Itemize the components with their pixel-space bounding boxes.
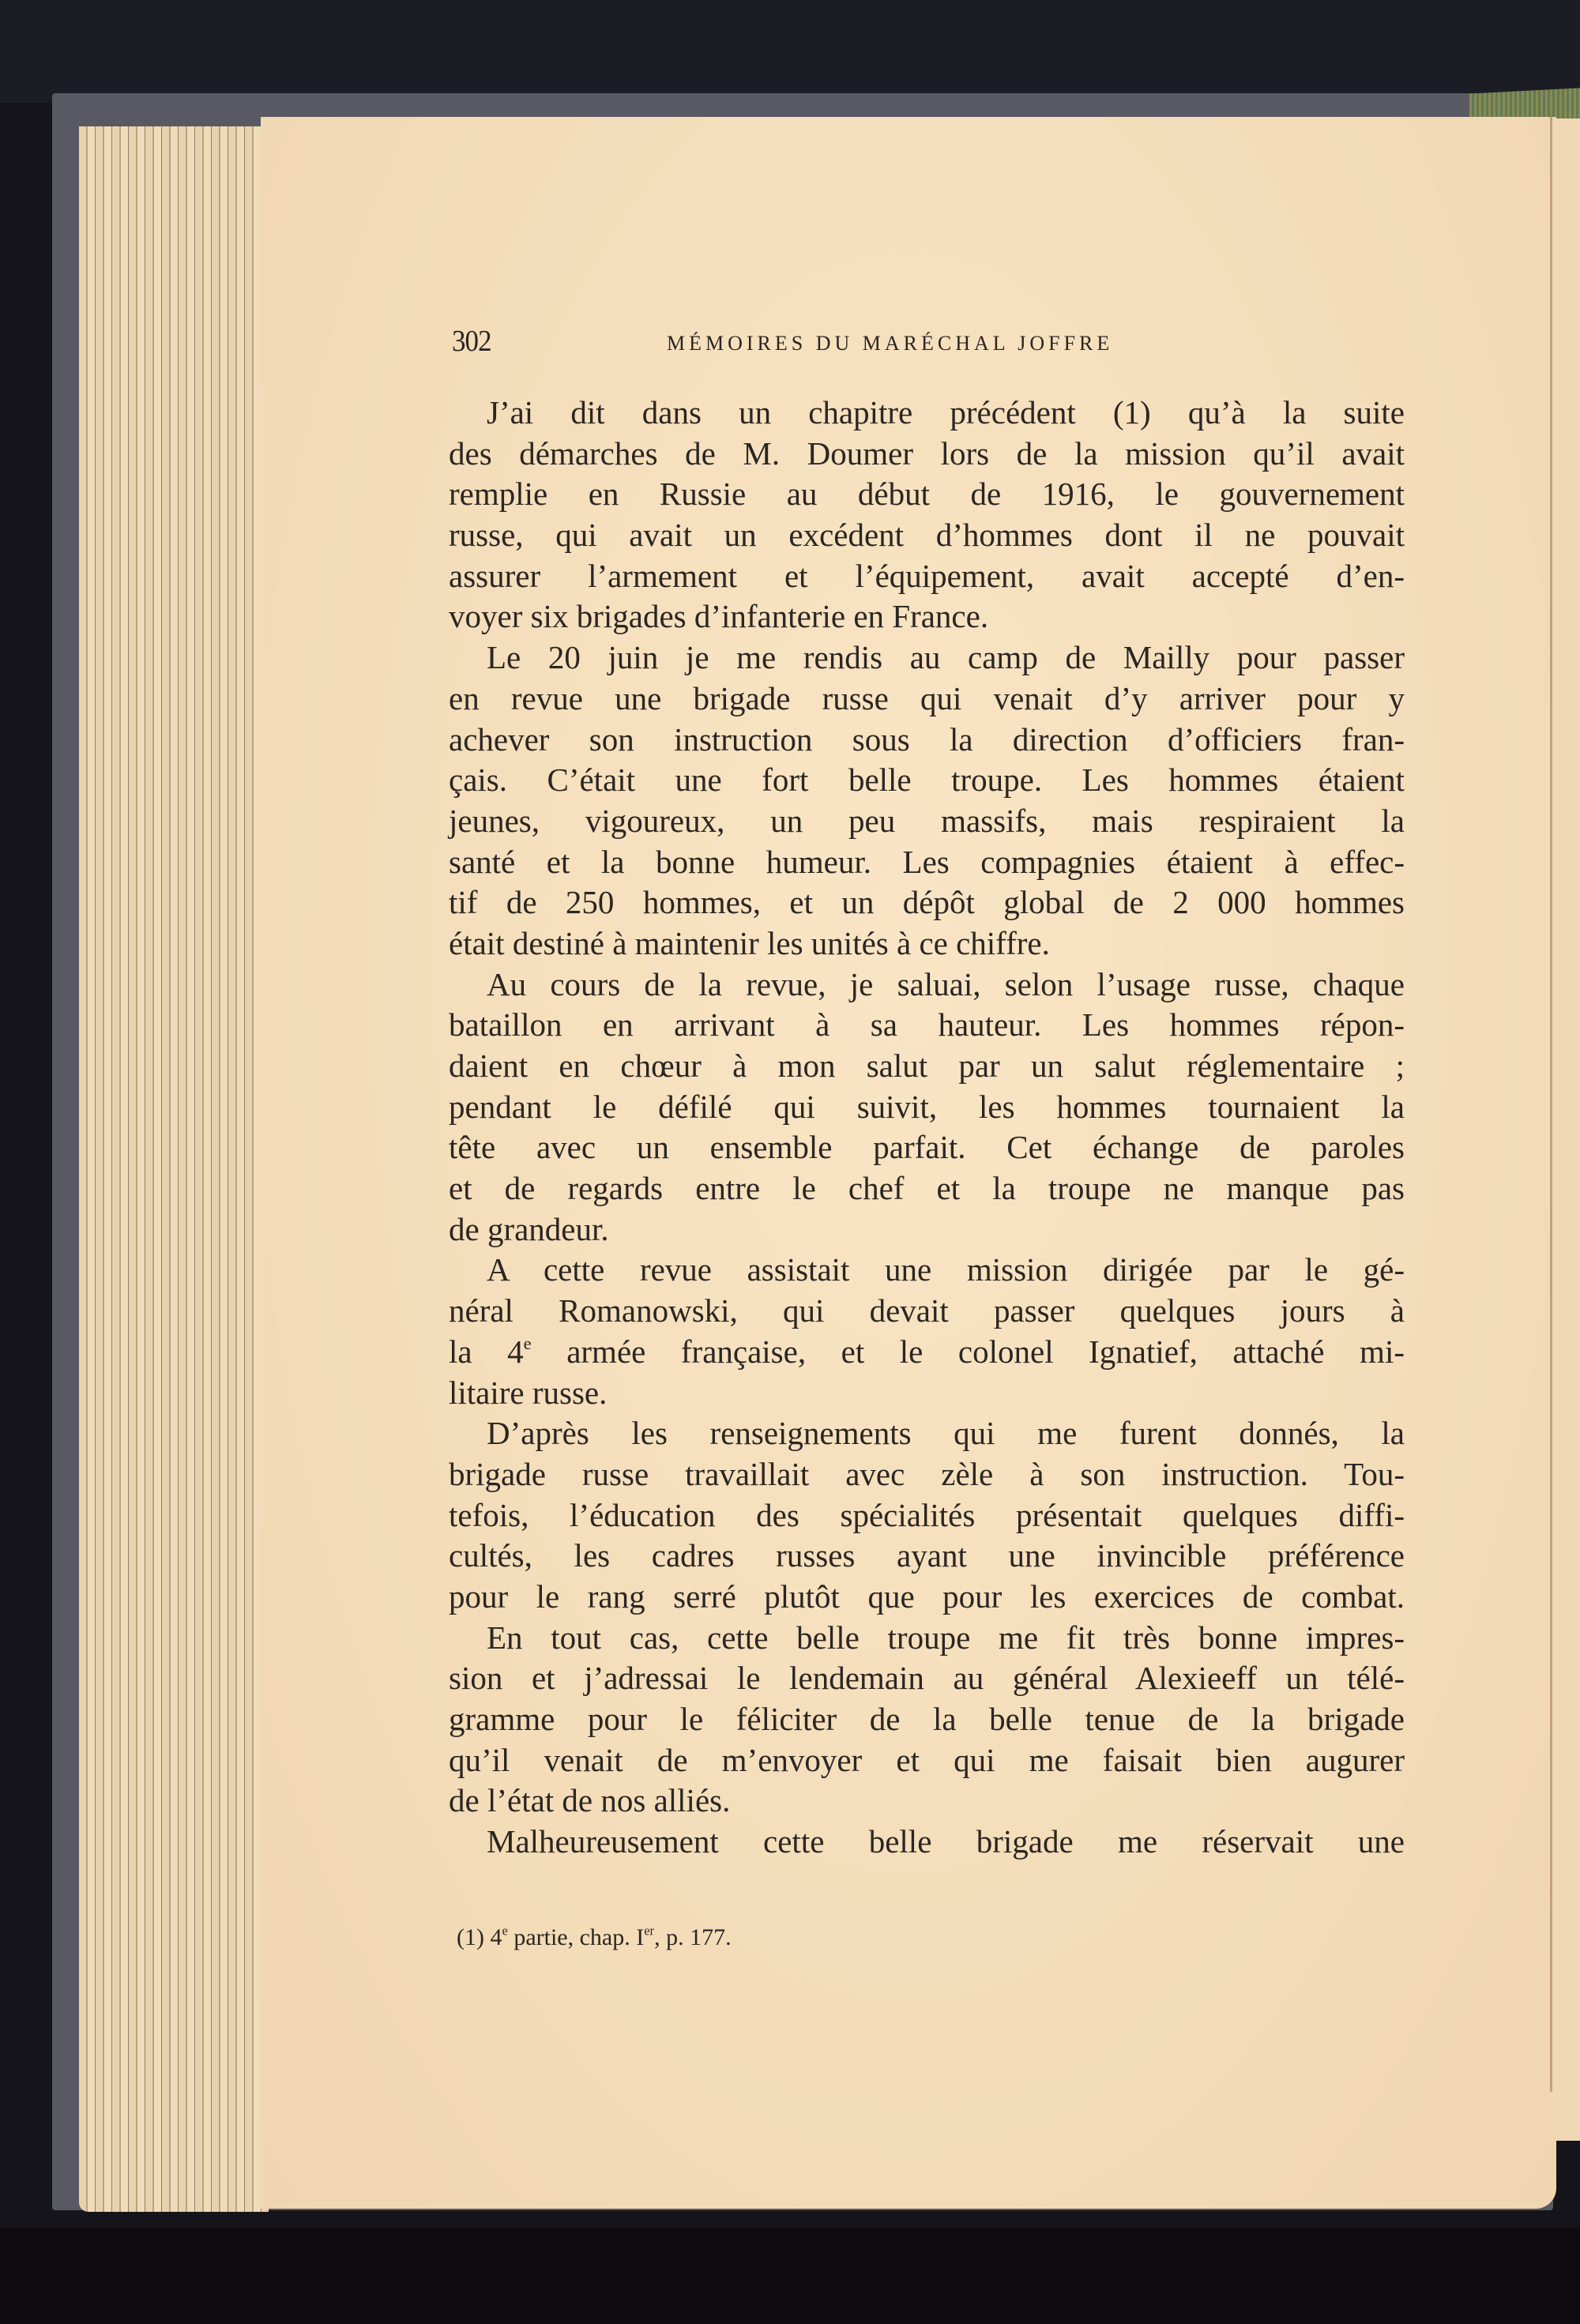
text-line: J’ai dit dans un chapitre précédent (1) qu’à la suite bbox=[487, 394, 1405, 431]
text-line: gramme pour le féliciter de la belle tenue de la brigade bbox=[449, 1701, 1405, 1737]
text-line-with-superscript bbox=[449, 1332, 1405, 1373]
text-line: tête avec un ensemble parfait. Cet échange de paroles bbox=[449, 1129, 1405, 1166]
text-line: pour le rang serré plutôt que pour les exercices de combat. bbox=[449, 1578, 1405, 1615]
text-line: Malheureusement cette belle brigade me réservait une bbox=[487, 1823, 1405, 1860]
text-line: était destiné à maintenir les unités à ce chiffre. bbox=[449, 924, 1050, 961]
text-line: cultés, les cadres russes ayant une invincible préférence bbox=[449, 1537, 1405, 1574]
superscript: e bbox=[523, 1333, 532, 1353]
superscript: e bbox=[502, 1923, 508, 1939]
text-line: bataillon en arrivant à sa hauteur. Les hommes répon- bbox=[449, 1006, 1405, 1044]
text-line: des démarches de M. Doumer lors de la mission qu’il avait bbox=[449, 434, 1405, 472]
text-line: daient en chœur à mon salut par un salut réglementaire ; bbox=[449, 1047, 1405, 1084]
text-line: Au cours de la revue, je saluai, selon l’usage russe, chaque bbox=[487, 965, 1405, 1002]
text-line: russe, qui avait un excédent d’hommes dont il ne pouvait bbox=[449, 517, 1405, 554]
text-line: tif de 250 hommes, et un dépôt global de 2 000 hommes bbox=[449, 884, 1405, 921]
text-line: achever son instruction sous la direction d’officiers fran- bbox=[449, 720, 1405, 758]
text-line: de l’état de nos alliés. bbox=[449, 1782, 731, 1819]
text-line: remplie en Russie au début de 1916, le gouvernement bbox=[449, 476, 1405, 513]
text-line: voyer six brigades d’infanterie en France. bbox=[449, 598, 989, 635]
text-line: Le 20 juin je me rendis au camp de Mailly pour passer bbox=[487, 639, 1405, 676]
text-line: litaire russe. bbox=[449, 1374, 608, 1411]
scan-background-bottom bbox=[0, 2228, 1580, 2324]
paragraph bbox=[449, 1413, 1405, 1617]
footnote-part: 4 bbox=[490, 1924, 502, 1950]
scan-background bbox=[0, 0, 1580, 103]
text-line: En tout cas, cette belle troupe me fit très bonne impres- bbox=[487, 1619, 1405, 1656]
paragraph bbox=[449, 637, 1405, 965]
body-text bbox=[449, 393, 1405, 1863]
page-number: 302 bbox=[452, 325, 491, 358]
running-head bbox=[452, 324, 1400, 363]
text-line: sion et j’adressai le lendemain au général Alexieeff un télé- bbox=[449, 1660, 1405, 1697]
text-line: jeunes, vigoureux, un peu massifs, mais respiraient la bbox=[449, 802, 1405, 839]
footnote-text: partie, chap. bbox=[507, 1924, 637, 1950]
footnote bbox=[457, 1922, 1168, 1954]
paragraph bbox=[449, 1822, 1405, 1863]
superscript: er bbox=[644, 1923, 655, 1939]
text-line: assurer l’armement et l’équipement, avait accepté d’en- bbox=[449, 557, 1405, 594]
text-line: de grandeur. bbox=[449, 1210, 609, 1247]
footnote-marker: (1) bbox=[457, 1924, 484, 1950]
text-line: brigade russe travaillait avec zèle à son instruction. Tou- bbox=[449, 1455, 1405, 1492]
text-line: et de regards entre le chef et la troupe ne manque pas bbox=[449, 1170, 1405, 1207]
page-stack-edges bbox=[79, 126, 269, 2212]
text-fragment: armée française, et le colonel Ignatief, attaché mi- bbox=[531, 1333, 1405, 1370]
footnote-chapter: I bbox=[636, 1924, 645, 1950]
paragraph bbox=[449, 1618, 1405, 1822]
text-line: en revue une brigade russe qui venait d’y arriver pour y bbox=[449, 679, 1405, 716]
text-line: D’après les renseignements qui me furent donnés, la bbox=[487, 1415, 1405, 1452]
paragraph bbox=[449, 393, 1405, 637]
paragraph bbox=[449, 965, 1405, 1250]
text-line: néral Romanowski, qui devait passer quelques jours à bbox=[449, 1292, 1405, 1329]
text-line: A cette revue assistait une mission dirigée par le gé- bbox=[487, 1251, 1405, 1288]
text-line: çais. C’était une fort belle troupe. Les hommes étaient bbox=[449, 762, 1405, 799]
paragraph bbox=[449, 1250, 1405, 1413]
text-line: pendant le défilé qui suivit, les hommes tournaient la bbox=[449, 1088, 1405, 1125]
text-line: santé et la bonne humeur. Les compagnies étaient à effec- bbox=[449, 843, 1405, 880]
running-title: MÉMOIRES DU MARÉCHAL JOFFRE bbox=[667, 332, 1114, 355]
text-fragment: la 4 bbox=[449, 1333, 524, 1370]
footnote-page-ref: , p. 177. bbox=[654, 1924, 732, 1950]
text-line: qu’il venait de m’envoyer et qui me faisait bien augurer bbox=[449, 1741, 1405, 1778]
text-line: tefois, l’éducation des spécialités présentait quelques diffi- bbox=[449, 1496, 1405, 1533]
facing-page-edge bbox=[1552, 118, 1580, 2141]
